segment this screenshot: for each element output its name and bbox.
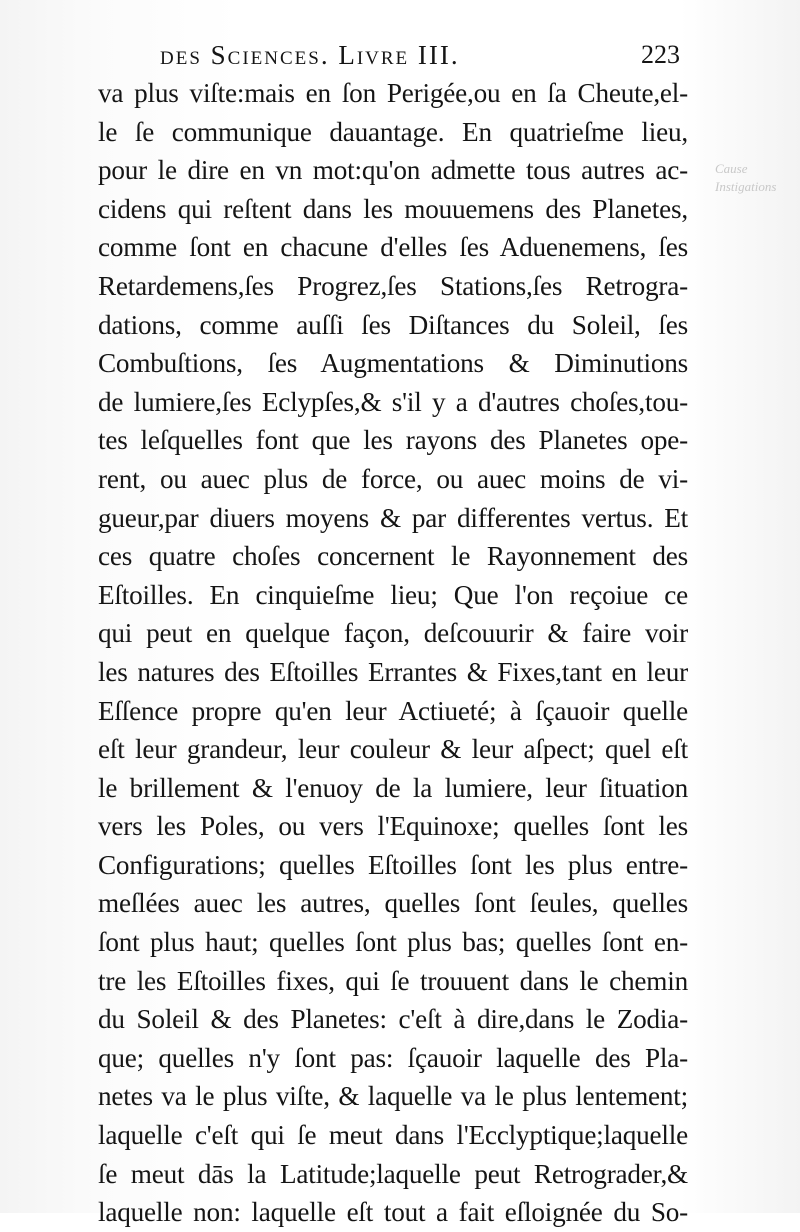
margin-note bbox=[715, 160, 800, 196]
text-line: le brillement & l'enuoy de la lumiere, leur ſituation bbox=[98, 772, 688, 803]
text-line: tes leſquelles font que les rayons des Planetes ope- bbox=[98, 425, 688, 456]
text-line: pour le dire en vn mot:qu'on admette tous autres ac- bbox=[98, 155, 688, 186]
text-line: du Soleil & des Planetes: c'eſt à dire,dans le Zodia- bbox=[98, 1004, 688, 1035]
text-line: meſlées auec les autres, quelles ſont ſeules, quelles bbox=[98, 888, 688, 919]
text-line: les natures des Eſtoilles Errantes & Fixes,tant en leur bbox=[98, 656, 688, 687]
text-line: Configurations; quelles Eſtoilles ſont les plus entre- bbox=[98, 849, 688, 880]
margin-note-line: Cause bbox=[715, 161, 748, 176]
text-line: eſt leur grandeur, leur couleur & leur aſpect; quel eſt bbox=[98, 734, 688, 765]
text-line: Eſſence propre qu'en leur Actiueté; à ſçauoir quelle bbox=[98, 695, 688, 726]
text-line: gueur,par diuers moyens & par differentes vertus. Et bbox=[98, 502, 688, 533]
text-line: Retardemens,ſes Progrez,ſes Stations,ſes Retrogra- bbox=[98, 270, 688, 301]
text-line: Eſtoilles. En cinquieſme lieu; Que l'on reçoiue ce bbox=[98, 579, 688, 610]
text-line: rent, ou auec plus de force, ou auec moins de vi- bbox=[98, 463, 688, 494]
text-line: ces quatre choſes concernent le Rayonnement des bbox=[98, 541, 688, 572]
text-line: laquelle non: laquelle eſt tout a fait eſloignée du So- bbox=[98, 1197, 688, 1228]
text-line: cidens qui reſtent dans les mouuemens des Planetes, bbox=[98, 193, 688, 224]
text-line: ſe meut dās la Latitude;laquelle peut Retrograder,& bbox=[98, 1158, 688, 1189]
text-line: ſont plus haut; quelles ſont plus bas; quelles ſont en- bbox=[98, 927, 688, 958]
text-line: vers les Poles, ou vers l'Equinoxe; quelles ſont les bbox=[98, 811, 688, 842]
text-line: laquelle c'eſt qui ſe meut dans l'Ecclyptique;laquelle bbox=[98, 1120, 688, 1151]
text-line: va plus viſte:mais en ſon Perigée,ou en ſa Cheute,el- bbox=[98, 78, 688, 108]
text-line: Combuſtions, ſes Augmentations & Diminutions bbox=[98, 348, 688, 379]
text-line: qui peut en quelque façon, deſcouurir & faire voir bbox=[98, 618, 688, 649]
text-line: que; quelles n'y ſont pas: ſçauoir laquelle des Pla- bbox=[98, 1042, 688, 1073]
text-line: le ſe communique dauantage. En quatrieſme lieu, bbox=[98, 116, 688, 147]
body-text bbox=[98, 74, 688, 1232]
text-line: comme ſont en chacune d'elles ſes Aduenemens, ſes bbox=[98, 232, 688, 263]
text-line: netes va le plus viſte, & laquelle va le plus lentement; bbox=[98, 1081, 688, 1112]
text-line: dations, comme auſſi ſes Diſtances du Soleil, ſes bbox=[98, 309, 688, 340]
text-line: tre les Eſtoilles fixes, qui ſe trouuent dans le chemin bbox=[98, 965, 688, 996]
margin-note-line: Instigations bbox=[715, 179, 777, 194]
page-number: 223 bbox=[641, 40, 680, 69]
text-line: de lumiere,ſes Eclypſes,& s'il y a d'autres choſes,tou- bbox=[98, 386, 688, 417]
running-title: des Sciences. Livre III. bbox=[160, 40, 460, 70]
